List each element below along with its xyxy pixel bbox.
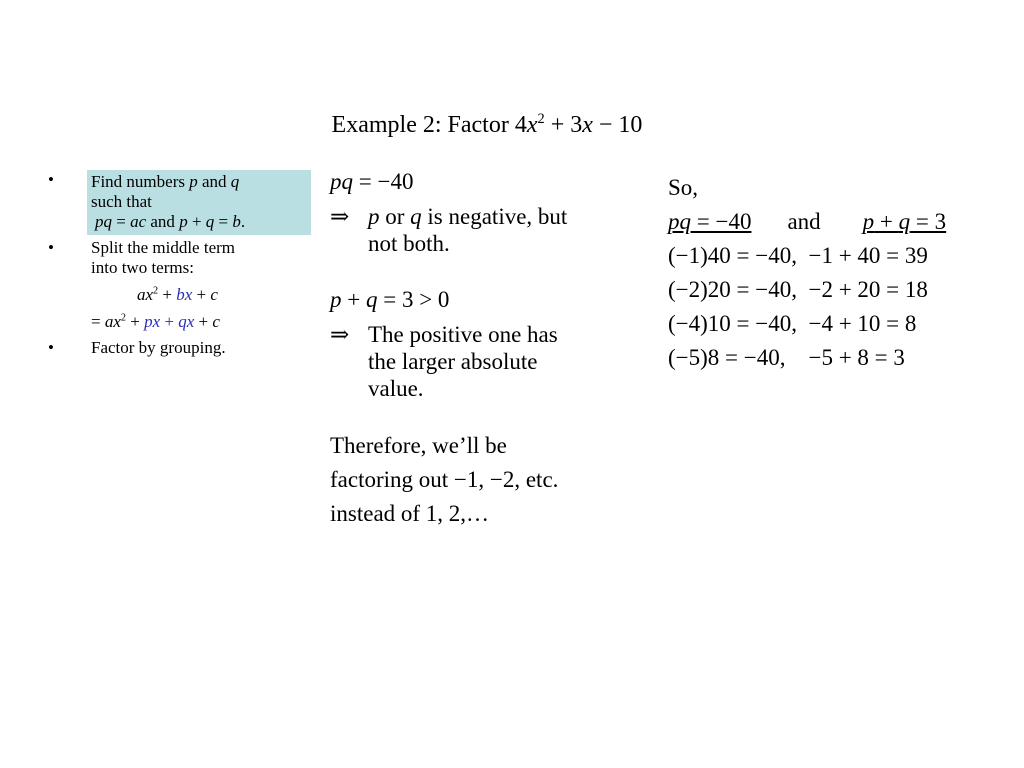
slide-title: Example 2: Factor $4x^2 + 3x - 10$ [331, 111, 643, 138]
conclusion-text: Therefore, we’ll be factoring out −1, −2, etc. instead of 1, 2,… [330, 433, 559, 526]
expression-original: $ax^2$ + bx + c [137, 285, 218, 304]
trial-row: (−1)40 = −40, −1 + 40 = 39 [668, 243, 928, 268]
trial-row: (−2)20 = −40, −2 + 20 = 18 [668, 277, 928, 302]
step-split-middle-term: • Split the middle term into two terms: $ax^2$ + bx + c = $ax^2$ + px + qx + c [48, 238, 318, 332]
bullet: • [48, 238, 54, 257]
trial-row: (−5)8 = −40, −5 + 8 = 3 [668, 345, 905, 370]
implication-sign: ⇒ p or q is negative, but not both. [330, 204, 568, 256]
bullet: • [48, 338, 54, 357]
expression-split: = $ax^2$ + px + qx + c [91, 312, 220, 331]
trial-row: (−4)10 = −40, −4 + 10 = 8 [668, 311, 917, 336]
so-label: So, [668, 175, 699, 200]
step-factor-by-grouping: • Factor by grouping. [48, 338, 226, 357]
bullet: • [48, 170, 54, 189]
method-steps [48, 170, 318, 358]
implies-icon: ⇒ [330, 322, 350, 347]
sum-condition: p + q = 3 > 0 [330, 287, 450, 312]
product-condition: pq = −40 [330, 169, 414, 194]
step-find-numbers [48, 170, 318, 235]
implies-icon: ⇒ [330, 204, 350, 229]
implication-magnitude: ⇒ The positive one has the larger absolute value. [330, 322, 558, 401]
highlight-box: Find numbers p and q such that pq = ac and p + q = b. [87, 170, 311, 235]
trial-factors [668, 171, 1018, 375]
reasoning-column [330, 168, 630, 531]
conditions-header: pq = −40 and p + q = 3 [668, 209, 947, 234]
